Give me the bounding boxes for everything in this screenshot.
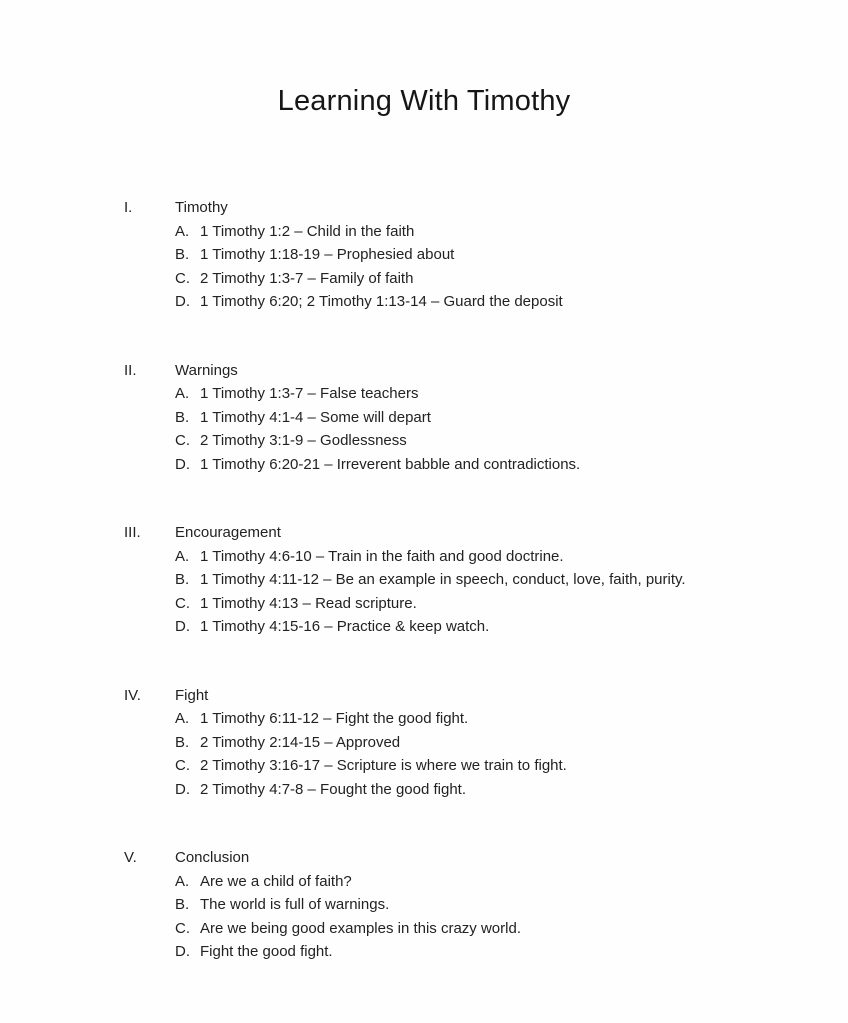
section-heading-row <box>124 359 808 383</box>
outline-item <box>175 406 808 430</box>
page-title: Learning With Timothy <box>277 85 571 117</box>
item-letter: B. <box>175 408 190 426</box>
section-heading: Conclusion <box>175 849 250 866</box>
section-heading: Fight <box>175 686 209 704</box>
item-text: Fight the good fight. <box>200 943 333 960</box>
outline-section <box>124 521 808 639</box>
outline-item <box>175 707 808 731</box>
item-letter: C. <box>175 919 190 937</box>
item-letter: D. <box>175 780 190 798</box>
item-text: 2 Timothy 3:1-9 – Godlessness <box>200 432 407 449</box>
outline-item <box>175 290 808 314</box>
item-letter: D. <box>175 293 190 310</box>
section-numeral: II. <box>124 361 137 379</box>
item-letter: D. <box>175 943 190 960</box>
section-items <box>175 707 808 801</box>
outline-item <box>175 754 808 778</box>
outline-item <box>175 243 808 267</box>
item-letter: B. <box>175 571 190 588</box>
item-letter: A. <box>175 547 190 565</box>
item-text: 1 Timothy 6:20-21 – Irreverent babble and contradictions. <box>200 455 581 473</box>
item-letter: C. <box>175 594 190 612</box>
item-letter: C. <box>175 269 190 287</box>
outline-item <box>175 615 808 639</box>
item-text: 1 Timothy 1:2 – Child in the faith <box>200 222 415 240</box>
section-numeral: IV. <box>124 686 141 704</box>
outline-section <box>124 196 808 314</box>
item-text: 1 Timothy 4:13 – Read scripture. <box>200 594 417 612</box>
item-text: 1 Timothy 1:18-19 – Prophesied about <box>200 246 455 263</box>
item-text: 1 Timothy 4:15-16 – Practice & keep watch. <box>200 618 490 635</box>
outline-item <box>175 453 808 477</box>
outline-item <box>175 429 808 453</box>
outline-item <box>175 568 808 592</box>
outline-item <box>175 917 808 941</box>
section-heading-row <box>124 196 808 220</box>
item-letter: C. <box>175 757 190 774</box>
outline-item <box>175 220 808 244</box>
item-text: 1 Timothy 4:1-4 – Some will depart <box>200 408 431 426</box>
section-heading-row <box>124 521 808 545</box>
item-letter: D. <box>175 455 190 473</box>
section-items <box>175 220 808 314</box>
outline-item <box>175 870 808 894</box>
item-text: The world is full of warnings. <box>200 896 390 913</box>
item-letter: D. <box>175 618 190 635</box>
item-text: 1 Timothy 6:11-12 – Fight the good fight. <box>200 710 469 727</box>
section-numeral: I. <box>124 199 133 216</box>
item-text: 1 Timothy 6:20; 2 Timothy 1:13-14 – Guard the deposit <box>200 293 563 310</box>
item-letter: B. <box>175 896 190 913</box>
section-heading: Encouragement <box>175 524 281 541</box>
section-items <box>175 382 808 476</box>
section-heading: Timothy <box>175 199 228 216</box>
outline-item <box>175 592 808 616</box>
item-letter: B. <box>175 733 190 751</box>
outline-section <box>124 846 808 964</box>
item-text: 1 Timothy 4:6-10 – Train in the faith and good doctrine. <box>200 547 564 565</box>
outline-item <box>175 267 808 291</box>
outline-section <box>124 359 808 477</box>
outline-item <box>175 382 808 406</box>
section-items <box>175 545 808 639</box>
item-text: 1 Timothy 1:3-7 – False teachers <box>200 385 419 402</box>
section-heading: Warnings <box>175 361 238 379</box>
item-text: 2 Timothy 1:3-7 – Family of faith <box>200 269 414 287</box>
item-letter: B. <box>175 246 190 263</box>
item-text: Are we a child of faith? <box>200 872 352 890</box>
item-text: 1 Timothy 4:11-12 – Be an example in speech, conduct, love, faith, purity. <box>200 571 686 588</box>
section-heading-row <box>124 846 808 870</box>
outline-item <box>175 545 808 569</box>
section-items <box>175 870 808 964</box>
item-text: 2 Timothy 3:16-17 – Scripture is where we train to fight. <box>200 757 567 774</box>
section-numeral: III. <box>124 524 141 541</box>
outline-item <box>175 778 808 802</box>
item-letter: A. <box>175 222 190 240</box>
outline-item <box>175 940 808 964</box>
section-heading-row <box>124 684 808 708</box>
item-text: 2 Timothy 2:14-15 – Approved <box>200 733 401 751</box>
item-text: Are we being good examples in this crazy world. <box>200 919 521 937</box>
item-letter: A. <box>175 710 190 727</box>
outline-section <box>124 684 808 802</box>
item-letter: C. <box>175 432 190 449</box>
section-numeral: V. <box>124 849 137 866</box>
outline-item <box>175 893 808 917</box>
item-text: 2 Timothy 4:7-8 – Fought the good fight. <box>200 780 467 798</box>
outline <box>0 196 848 964</box>
item-letter: A. <box>175 872 190 890</box>
outline-item <box>175 731 808 755</box>
item-letter: A. <box>175 385 190 402</box>
